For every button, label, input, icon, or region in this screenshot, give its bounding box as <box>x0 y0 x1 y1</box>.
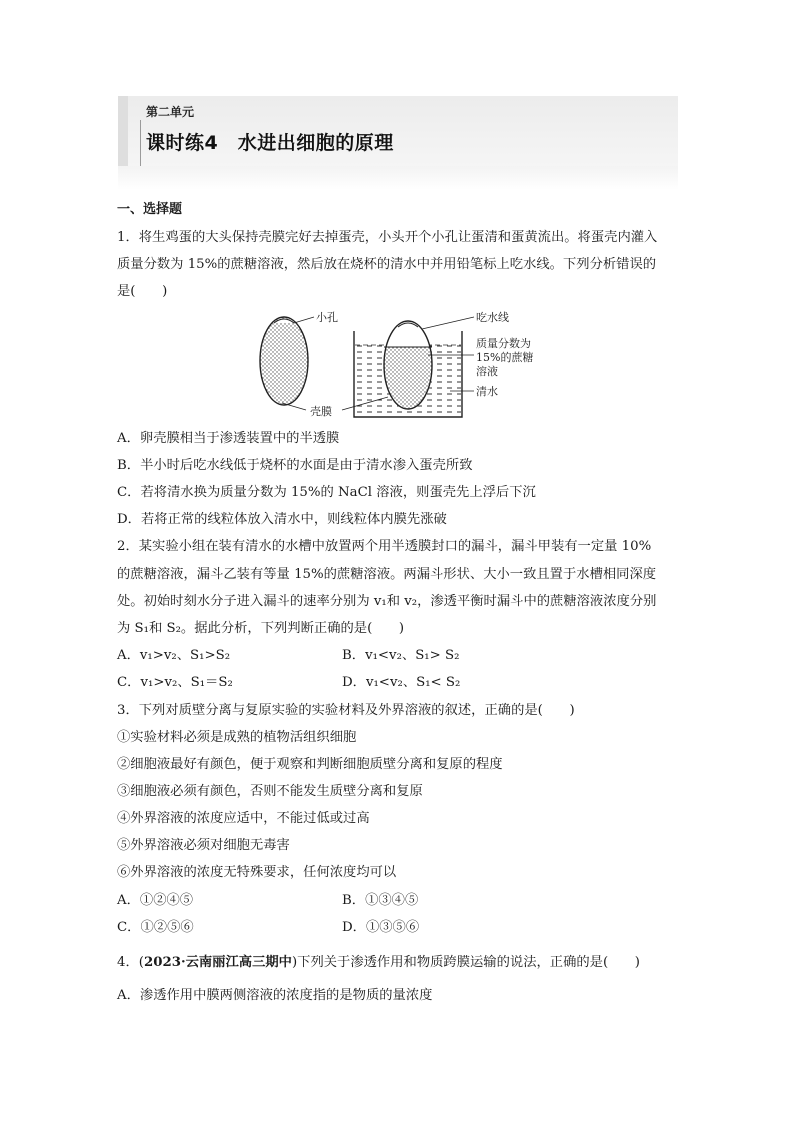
leader-waterline <box>422 317 474 329</box>
egg-left <box>260 317 308 405</box>
q3-option-b: B．①③④⑤ <box>342 893 419 908</box>
q4-stem <box>117 954 640 972</box>
q3-option-c: C．①②⑤⑥ <box>117 920 194 935</box>
q2-stem-line-2: 的蔗糖溶液，漏斗乙装有等量 15%的蔗糖溶液。两漏斗形状、大小一致且置于水槽相同深度 <box>117 567 657 582</box>
q2-stem-line-3: 处。初始时刻水分子进入漏斗的速率分别为 v₁和 v₂，渗透平衡时漏斗中的蔗糖溶液浓度分别 <box>117 594 657 609</box>
q1-stem-line-3: 是( ) <box>117 284 168 299</box>
unit-header <box>118 96 678 190</box>
leader-hole <box>294 317 314 323</box>
label-shell-membrane: 壳膜 <box>310 405 332 418</box>
q1-stem-line-2: 质量分数为 15%的蔗糖溶液，然后放在烧杯的清水中并用铅笔标上吃水线。下列分析错误的 <box>117 257 657 272</box>
q2-stem-line-4: 为 S₁和 S₂。据此分析，下列判断正确的是( ) <box>117 621 405 636</box>
q1-option-d: D．若将正常的线粒体放入清水中，则线粒体内膜先涨破 <box>117 512 447 527</box>
q2-option-d: D．v₁<v₂、S₁< S₂ <box>342 675 461 690</box>
q3-statement-5: ⑤外界溶液必须对细胞无毒害 <box>117 838 290 853</box>
q1-option-c: C．若将清水换为质量分数为 15%的 NaCl 溶液，则蛋壳先上浮后下沉 <box>117 485 536 500</box>
q2-stem-line-1: 2．某实验小组在装有清水的水槽中放置两个用半透膜封口的漏斗，漏斗甲装有一定量 10% <box>117 539 652 554</box>
q3-statement-2: ②细胞液最好有颜色，便于观察和判断细胞质壁分离和复原的程度 <box>117 757 503 772</box>
q1-option-b: B．半小时后吃水线低于烧杯的水面是由于清水渗入蛋壳所致 <box>117 458 473 473</box>
lesson-title: 课时练4 水进出细胞的原理 <box>146 132 394 154</box>
q3-statement-4: ④外界溶液的浓度应适中，不能过低或过高 <box>117 811 370 826</box>
q2-option-c: C．v₁>v₂、S₁＝S₂ <box>117 675 233 690</box>
header-shadow <box>118 166 678 190</box>
q4-suffix: )下列关于渗透作用和物质跨膜运输的说法，正确的是( ) <box>291 955 640 970</box>
q3-option-d: D．①③⑤⑥ <box>342 920 420 935</box>
q1-stem-line-1: 1．将生鸡蛋的大头保持壳膜完好去掉蛋壳，小头开个小孔让蛋清和蛋黄流出。将蛋壳内灌入 <box>117 230 658 245</box>
q3-stem: 3．下列对质壁分离与复原实验的实验材料及外界溶液的叙述，正确的是( ) <box>117 703 575 718</box>
label-solution-3: 溶液 <box>476 365 498 378</box>
label-hole: 小孔 <box>316 311 338 324</box>
q1-option-a: A．卵壳膜相当于渗透装置中的半透膜 <box>117 431 340 446</box>
label-solution-1: 质量分数为 <box>476 337 531 350</box>
q2-option-a: A．v₁>v₂、S₁>S₂ <box>117 648 231 663</box>
leader-membrane-left <box>282 403 306 410</box>
header-band-accent <box>118 96 128 166</box>
label-solution-2: 15%的蔗糖 <box>476 351 534 364</box>
section-heading: 一、选择题 <box>117 202 183 217</box>
egg-osmosis-figure <box>256 307 552 419</box>
unit-label: 第二单元 <box>146 105 195 119</box>
label-water: 清水 <box>476 385 498 398</box>
q2-option-b: B．v₁<v₂、S₁> S₂ <box>342 648 460 663</box>
q4-option-a: A．渗透作用中膜两侧溶液的浓度指的是物质的量浓度 <box>117 988 433 1003</box>
q3-statement-6: ⑥外界溶液的浓度无特殊要求，任何浓度均可以 <box>117 865 397 880</box>
q4-source: 2023·云南丽江高三期中 <box>143 955 292 970</box>
label-waterline: 吃水线 <box>476 311 509 324</box>
header-divider <box>140 120 141 166</box>
q3-statement-3: ③细胞液必须有颜色，否则不能发生质壁分离和复原 <box>117 784 423 799</box>
q3-statement-1: ①实验材料必须是成熟的植物活组织细胞 <box>117 730 357 745</box>
q3-option-a: A．①②④⑤ <box>117 893 194 908</box>
q4-prefix: 4．( <box>117 955 144 970</box>
